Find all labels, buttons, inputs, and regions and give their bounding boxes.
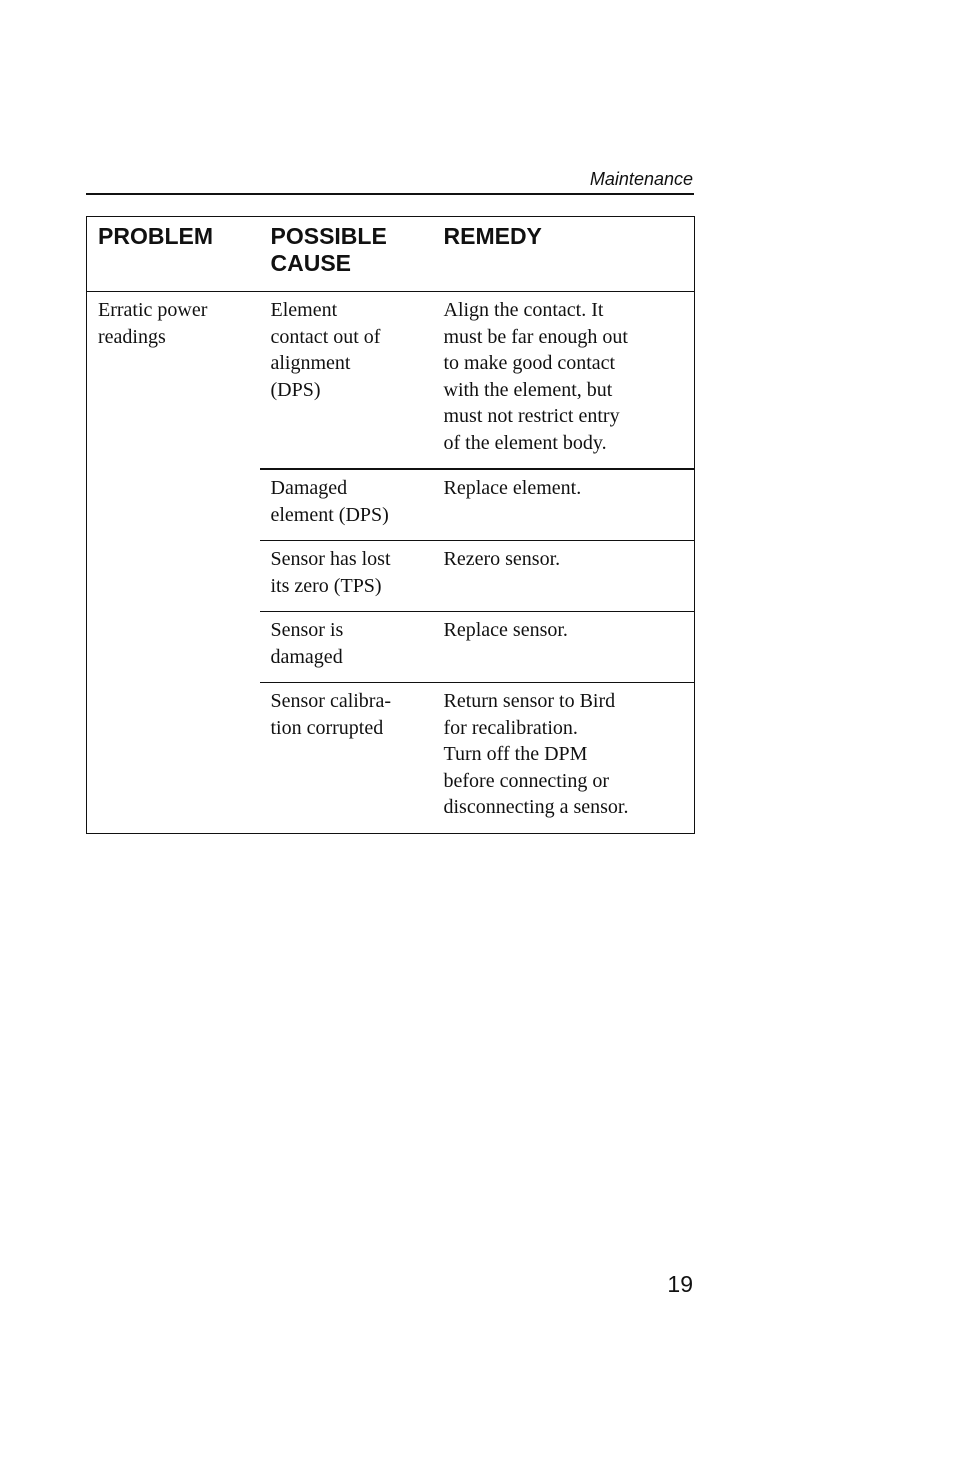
header-line: REMEDY [443, 223, 542, 249]
remedy-line: Replace element. [443, 477, 582, 499]
remedy-cell [433, 292, 695, 470]
remedy-line: Replace sensor. [443, 619, 568, 641]
remedy-line: Turn off the DPM [443, 743, 588, 765]
cause-line: damaged [270, 645, 343, 668]
cause-cell [260, 469, 433, 541]
cause-line: Sensor has lost [270, 548, 391, 570]
cause-cell [260, 612, 433, 683]
cause-cell [260, 541, 433, 612]
cause-line: Sensor is [270, 619, 344, 641]
remedy-line: Return sensor to Bird [443, 690, 616, 712]
remedy-cell [433, 683, 695, 834]
remedy-line: must be far enough out [443, 325, 628, 348]
header-line: CAUSE [270, 250, 352, 276]
column-header-remedy [433, 217, 695, 292]
header-rule [86, 193, 694, 195]
cause-line: its zero (TPS) [270, 574, 382, 597]
cause-line: (DPS) [270, 378, 321, 401]
problem-line: Erratic power [98, 299, 208, 321]
cause-line: contact out of [270, 325, 381, 348]
remedy-line: must not restrict entry [443, 405, 620, 427]
header-line: POSSIBLE [270, 223, 387, 249]
remedy-line: before connecting or [443, 769, 609, 792]
page-number: 19 [667, 1271, 693, 1297]
cause-line: Sensor calibra- [270, 690, 392, 712]
remedy-cell [433, 469, 695, 541]
table-header-row [87, 217, 695, 292]
troubleshooting-table [86, 216, 695, 834]
problem-cell [87, 292, 260, 834]
running-header: Maintenance [589, 169, 693, 189]
cause-line: element (DPS) [270, 503, 389, 526]
remedy-cell [433, 541, 695, 612]
remedy-line: Align the contact. It [443, 299, 604, 321]
remedy-line: with the element, but [443, 378, 613, 401]
column-header-possible-cause [260, 217, 433, 292]
column-header-problem [87, 217, 260, 292]
remedy-line: Rezero sensor. [443, 548, 561, 570]
cause-line: alignment [270, 352, 351, 374]
cause-cell [260, 292, 433, 470]
remedy-line: for recalibration. [443, 716, 578, 739]
cause-line: Element [270, 299, 338, 321]
cause-cell [260, 683, 433, 834]
header-line: PROBLEM [98, 223, 213, 249]
remedy-line: disconnecting a sensor. [443, 796, 629, 818]
remedy-cell [433, 612, 695, 683]
remedy-line: of the element body. [443, 431, 607, 454]
table-row [87, 292, 695, 470]
cause-line: tion corrupted [270, 716, 384, 739]
cause-line: Damaged [270, 477, 348, 499]
problem-line: readings [98, 325, 166, 348]
remedy-line: to make good contact [443, 352, 616, 374]
